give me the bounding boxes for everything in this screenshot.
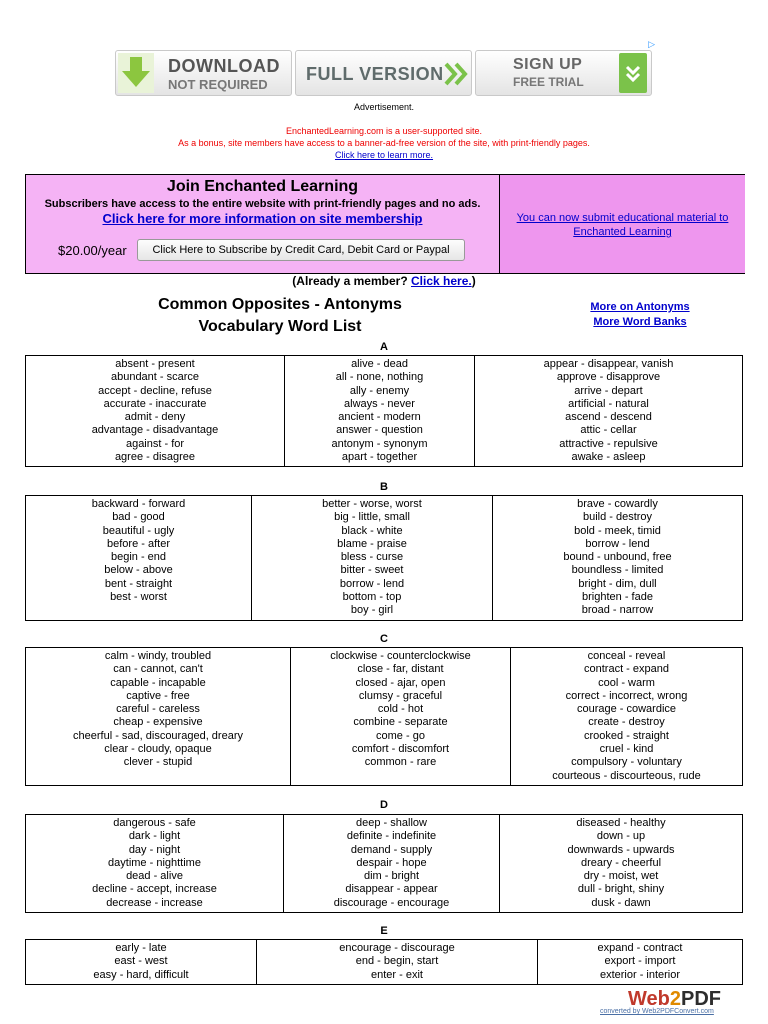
antonym-pair: borrow - lend xyxy=(585,537,650,550)
antonym-pair: bottom - top xyxy=(342,591,402,604)
antonym-pair: deep - shallow xyxy=(356,817,427,829)
antonym-pair: alive - dead xyxy=(351,358,408,370)
antonym-pair: ancient - modern xyxy=(338,411,421,424)
antonym-pair: artificial - natural xyxy=(568,397,649,410)
antonym-pair: decrease - increase xyxy=(106,896,203,909)
antonym-pair: clockwise - counterclockwise xyxy=(330,650,471,662)
antonym-pair: agree - disagree xyxy=(114,451,196,464)
more-word-banks-link[interactable]: More Word Banks xyxy=(593,316,687,328)
antonym-pair: common - rare xyxy=(364,756,437,769)
antonym-pair: disappear - appear xyxy=(345,883,438,896)
antonym-pair: exterior - interior xyxy=(599,968,681,981)
antonym-pair: cruel - kind xyxy=(599,743,654,756)
antonym-pair: day - night xyxy=(128,843,181,856)
antonym-pair: close - far, distant xyxy=(357,663,444,676)
antonym-pair: end - begin, start xyxy=(355,955,439,968)
word-column xyxy=(511,648,743,786)
antonym-pair: broad - narrow xyxy=(581,604,654,617)
section-letter-c: C xyxy=(380,633,388,645)
already-member-prefix: (Already a member? xyxy=(292,274,411,288)
more-antonyms-link[interactable]: More on Antonyms xyxy=(590,301,690,313)
antonym-pair: begin - end xyxy=(110,551,167,564)
join-title: Join Enchanted Learning xyxy=(166,178,359,195)
antonym-pair: ally - enemy xyxy=(349,384,410,397)
word-column xyxy=(291,648,511,786)
antonym-pair: all - none, nothing xyxy=(335,371,424,384)
logo-two: 2 xyxy=(669,988,681,1010)
antonym-pair: east - west xyxy=(114,955,168,968)
learn-more-link[interactable]: Click here to learn more. xyxy=(334,150,434,160)
antonym-pair: boundless - limited xyxy=(571,564,664,577)
antonym-pair: advantage - disadvantage xyxy=(91,424,219,437)
signup-ad-line2: FREE TRIAL xyxy=(513,75,584,89)
download-ad-button[interactable] xyxy=(115,50,292,96)
word-column xyxy=(26,815,284,913)
antonym-pair: clever - stupid xyxy=(123,756,193,769)
antonym-pair: antonym - synonym xyxy=(331,437,428,450)
antonym-pair: best - worst xyxy=(110,591,167,604)
already-member-line xyxy=(0,274,768,288)
antonym-pair: expand - contract xyxy=(597,942,683,954)
signup-ad-button[interactable] xyxy=(475,50,652,96)
antonym-pair: combine - separate xyxy=(353,716,448,729)
member-login-link[interactable]: Click here. xyxy=(411,274,472,288)
adchoices-icon[interactable]: ▷ xyxy=(648,39,655,49)
antonym-pair: cool - warm xyxy=(598,676,655,689)
download-arrow-icon xyxy=(118,53,154,93)
antonym-pair: down - up xyxy=(596,830,646,843)
antonym-pair: appear - disappear, vanish xyxy=(543,358,674,370)
antonym-pair: bound - unbound, free xyxy=(563,551,672,564)
submit-material-link[interactable]: You can now submit educational material to Enchanted Learning xyxy=(516,212,729,238)
antonym-pair: attic - cellar xyxy=(580,424,637,437)
full-version-ad-button[interactable] xyxy=(295,50,472,96)
antonym-pair: below - above xyxy=(104,564,173,577)
subscribe-button[interactable]: Click Here to Subscribe by Credit Card, Debit Card or Paypal xyxy=(137,239,465,261)
antonym-pair: big - little, small xyxy=(334,511,410,524)
support-notice: EnchantedLearning.com is a user-supported site. xyxy=(285,126,483,136)
antonym-pair: capable - incapable xyxy=(110,676,206,689)
word-table-b xyxy=(25,495,743,621)
antonym-pair: bright - dim, dull xyxy=(578,577,657,590)
word-column xyxy=(285,356,475,467)
antonym-pair: daytime - nighttime xyxy=(108,856,201,869)
antonym-pair: blame - praise xyxy=(337,537,407,550)
antonym-pair: diseased - healthy xyxy=(576,817,666,829)
antonym-pair: dead - alive xyxy=(126,870,183,883)
ad-banner-area xyxy=(115,39,655,98)
antonym-pair: always - never xyxy=(344,397,415,410)
antonym-pair: captive - free xyxy=(126,689,190,702)
antonym-pair: despair - hope xyxy=(356,856,427,869)
antonym-pair: black - white xyxy=(341,524,403,537)
antonym-pair: brighten - fade xyxy=(582,591,653,604)
word-column xyxy=(475,356,743,467)
antonym-pair: boy - girl xyxy=(350,604,394,617)
antonym-pair: awake - asleep xyxy=(571,451,646,464)
antonym-pair: clumsy - graceful xyxy=(358,689,443,702)
word-column xyxy=(257,940,538,985)
word-column xyxy=(26,496,252,621)
word-table-c xyxy=(25,647,743,786)
download-ad-line2: NOT REQUIRED xyxy=(168,77,268,92)
word-table-a xyxy=(25,355,743,467)
antonym-pair: cheap - expensive xyxy=(113,716,203,729)
antonym-pair: downwards - upwards xyxy=(567,843,675,856)
word-column xyxy=(252,496,493,621)
antonym-pair: can - cannot, can't xyxy=(113,663,203,676)
antonym-pair: create - destroy xyxy=(588,716,665,729)
section-letter-a: A xyxy=(380,341,388,353)
antonym-pair: abundant - scarce xyxy=(110,371,200,384)
antonym-pair: come - go xyxy=(376,729,425,742)
antonym-pair: decline - accept, increase xyxy=(92,883,217,896)
antonym-pair: export - import xyxy=(604,955,676,968)
antonym-pair: discourage - encourage xyxy=(333,896,450,909)
antonym-pair: dusk - dawn xyxy=(591,896,651,909)
antonym-pair: easy - hard, difficult xyxy=(93,968,189,981)
antonym-pair: borrow - lend xyxy=(339,577,405,590)
antonym-pair: courteous - discourteous, rude xyxy=(552,769,701,782)
join-box-main xyxy=(26,175,499,273)
antonym-pair: encourage - discourage xyxy=(339,942,455,954)
section-letter-b: B xyxy=(380,481,388,493)
join-box xyxy=(25,174,745,274)
section-letter-d: D xyxy=(380,799,388,811)
page-title-line2: Vocabulary Word List xyxy=(198,318,362,335)
already-member-suffix: ) xyxy=(471,274,476,288)
antonym-pair: crooked - straight xyxy=(584,729,669,742)
antonym-pair: bad - good xyxy=(112,511,165,524)
double-chevron-right-icon xyxy=(444,59,468,89)
word-column xyxy=(26,356,285,467)
section-letter-e: E xyxy=(380,925,388,937)
antonym-pair: better - worse, worst xyxy=(322,498,422,510)
antonym-pair: closed - ajar, open xyxy=(355,676,446,689)
antonym-pair: cold - hot xyxy=(377,703,424,716)
antonym-pair: careful - careless xyxy=(116,703,200,716)
advertisement-label: Advertisement. xyxy=(353,102,415,112)
logo-pdf: PDF xyxy=(680,988,721,1010)
download-ad-line1: DOWNLOAD xyxy=(168,56,280,76)
antonym-pair: accept - decline, refuse xyxy=(98,384,212,397)
antonym-pair: contract - expand xyxy=(584,663,669,676)
antonym-pair: dark - light xyxy=(128,830,181,843)
antonym-pair: apart - together xyxy=(341,451,418,464)
antonym-pair: dangerous - safe xyxy=(113,817,196,829)
chevron-down-icon xyxy=(619,53,647,93)
word-column xyxy=(493,496,743,621)
antonym-pair: before - after xyxy=(107,537,170,550)
antonym-pair: comfort - discomfort xyxy=(351,743,450,756)
antonym-pair: approve - disapprove xyxy=(556,371,661,384)
antonym-pair: clear - cloudy, opaque xyxy=(104,743,212,756)
join-subtitle: Subscribers have access to the entire website with print-friendly pages and no ads. xyxy=(44,198,481,210)
antonym-pair: dim - bright xyxy=(363,870,420,883)
antonym-pair: correct - incorrect, wrong xyxy=(565,689,688,702)
antonym-pair: dull - bright, shiny xyxy=(577,883,665,896)
membership-price: $20.00/year xyxy=(58,243,127,258)
antonym-pair: conceal - reveal xyxy=(587,650,666,662)
antonym-pair: bless - curse xyxy=(340,551,404,564)
join-box-side xyxy=(499,175,745,273)
antonym-pair: bold - meek, timid xyxy=(574,524,661,537)
antonym-pair: attractive - repulsive xyxy=(559,437,658,450)
antonym-pair: against - for xyxy=(125,437,185,450)
word-column xyxy=(500,815,743,913)
antonym-pair: brave - cowardly xyxy=(577,498,658,510)
antonym-pair: absent - present xyxy=(115,358,195,370)
antonym-pair: compulsory - voluntary xyxy=(571,756,682,769)
word-table-e xyxy=(25,939,743,985)
antonym-pair: accurate - inaccurate xyxy=(103,397,207,410)
antonym-pair: admit - deny xyxy=(124,411,186,424)
page-title xyxy=(130,294,430,338)
membership-info-link[interactable]: Click here for more information on site membership xyxy=(102,211,423,226)
antonym-pair: ascend - descend xyxy=(565,411,652,424)
antonym-pair: demand - supply xyxy=(350,843,433,856)
related-links xyxy=(570,300,710,330)
antonym-pair: enter - exit xyxy=(371,968,423,981)
antonym-pair: dreary - cheerful xyxy=(580,856,662,869)
antonym-pair: cheerful - sad, discouraged, dreary xyxy=(73,729,243,742)
word-column xyxy=(284,815,500,913)
word-column xyxy=(538,940,743,985)
antonym-pair: dry - moist, wet xyxy=(583,870,659,883)
antonym-pair: early - late xyxy=(115,942,167,954)
antonym-pair: calm - windy, troubled xyxy=(104,650,212,662)
antonym-pair: build - destroy xyxy=(582,511,653,524)
full-version-ad-label: FULL VERSION xyxy=(306,64,444,84)
antonym-pair: arrive - depart xyxy=(574,384,643,397)
signup-ad-line1: SIGN UP xyxy=(513,56,583,73)
word-column xyxy=(26,940,257,985)
converted-by-link[interactable]: converted by Web2PDFConvert.com xyxy=(600,1008,714,1015)
logo-web: Web xyxy=(628,988,670,1010)
antonym-pair: answer - question xyxy=(336,424,423,437)
antonym-pair: definite - indefinite xyxy=(346,830,437,843)
antonym-pair: bent - straight xyxy=(104,577,173,590)
word-column xyxy=(26,648,291,786)
antonym-pair: bitter - sweet xyxy=(340,564,404,577)
antonym-pair: beautiful - ugly xyxy=(102,524,175,537)
page-title-line1: Common Opposites - Antonyms xyxy=(158,296,402,313)
antonym-pair: backward - forward xyxy=(91,498,186,510)
word-table-d xyxy=(25,814,743,913)
bonus-notice: As a bonus, site members have access to a banner-ad-free version of the site, with print-friendly pages. xyxy=(178,138,590,148)
antonym-pair: courage - cowardice xyxy=(576,703,677,716)
